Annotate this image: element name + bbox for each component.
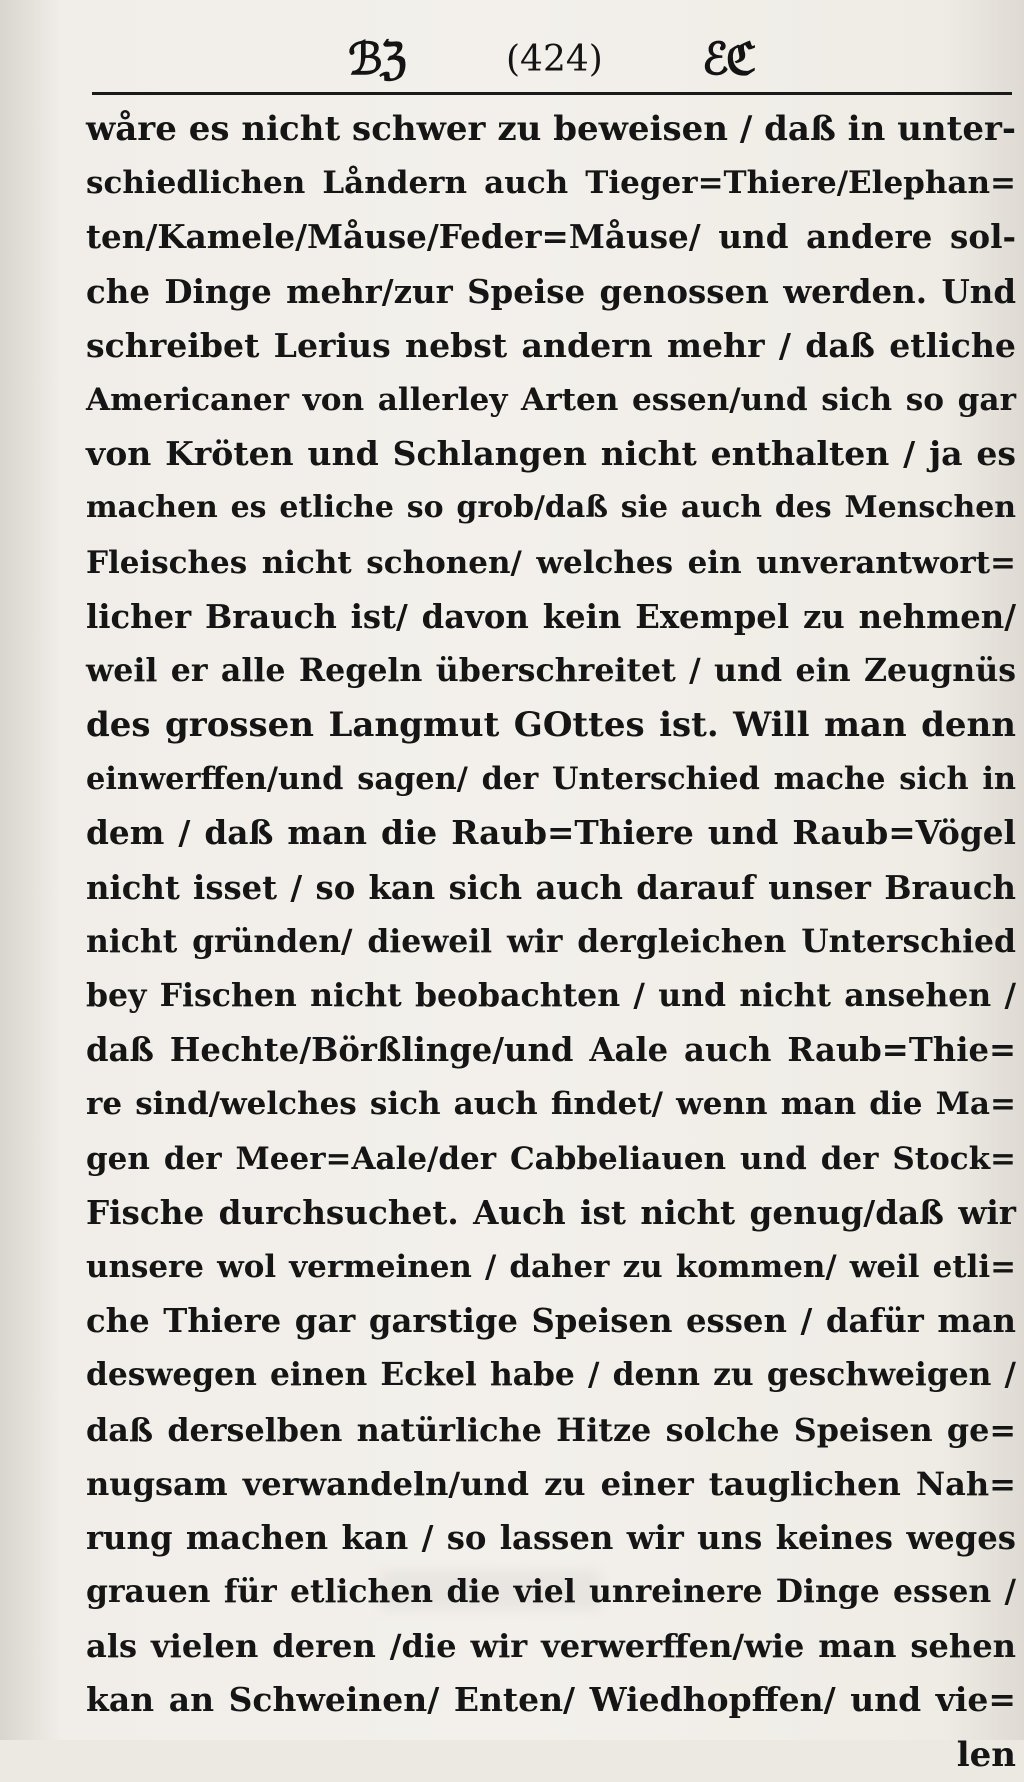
text-line: gen der Meer=Aale/der Cabbeliauen und der Stock= [86, 1140, 1016, 1177]
text-line: dem / daß man die Raub=Thiere und Raub=Vögel [86, 813, 1016, 853]
text-line: bey Fischen nicht beobachten / und nicht ansehen / [86, 977, 1016, 1014]
text-line: daß derselben natürliche Hitze solche Speisen ge= [86, 1410, 1016, 1449]
text-line: nugsam verwandeln/und zu einer tauglichen Nah= [86, 1464, 1016, 1503]
header-ornament-right: ℰℭ [702, 34, 754, 85]
catchword: len [956, 1734, 1016, 1775]
text-line: che Thiere gar garstige Speisen essen / dafür man [86, 1302, 1016, 1341]
text-line: deswegen einen Eckel habe / denn zu geschweigen / [86, 1357, 1016, 1394]
page-number: (424) [506, 39, 603, 80]
text-line: schiedlichen Låndern auch Tieger=Thiere/Elephan= [86, 165, 1016, 202]
text-line: schreibet Lerius nebst andern mehr / daß etliche [86, 325, 1016, 365]
text-line: Americaner von allerley Arten essen/und sich so gar [86, 381, 1016, 418]
body-text [86, 102, 1016, 1782]
text-line: wåre es nicht schwer zu beweisen / daß in unter- [86, 109, 1016, 149]
text-line: einwerffen/und sagen/ der Unterschied mache sich in [86, 761, 1016, 798]
show-through-blemish [380, 1570, 600, 1610]
text-line: re sind/welches sich auch findet/ wenn man die Ma= [86, 1086, 1016, 1123]
text-line: Fische durchsuchet. Auch ist nicht genug/daß wir [86, 1192, 1016, 1232]
text-line: machen es etliche so grob/daß sie auch des Menschen [86, 490, 1016, 526]
text-line: licher Brauch ist/ davon kein Exempel zu nehmen/ [86, 597, 1016, 636]
text-line: rung machen kan / so lassen wir uns keines weges [86, 1518, 1016, 1557]
text-line: grauen für etlichen die viel unreinere Dinge essen / [86, 1573, 1016, 1611]
text-line: che Dinge mehr/zur Speise genossen werden. Und [86, 272, 1016, 311]
text-line: weil er alle Regeln überschreitet / und ein Zeugnüs [86, 651, 1016, 689]
header-rule [92, 92, 1012, 95]
text-line: nicht isset / so kan sich auch darauf unser Brauch [86, 868, 1016, 907]
text-line: des grossen Langmut GOttes ist. Will man denn [86, 705, 1016, 746]
text-line: Fleisches nicht schonen/ welches ein unverantwort= [86, 544, 1016, 581]
text-line: ten/Kamele/Måuse/Feder=Måuse/ und andere sol- [86, 217, 1016, 257]
text-line: nicht gründen/ dieweil wir dergleichen Unterschied [86, 922, 1016, 960]
text-line: von Kröten und Schlangen nicht enthalten / ja es [86, 434, 1016, 474]
text-line: unsere wol vermeinen / daher zu kommen/ weil etli= [86, 1248, 1016, 1285]
header-ornament-left: ℬℨ [348, 34, 404, 85]
text-line: kan an Schweinen/ Enten/ Wiedhopffen/ und vie= [86, 1680, 1016, 1720]
text-line: daß Hechte/Börßlinge/und Aale auch Raub=Thie= [86, 1031, 1016, 1070]
text-line: als vielen deren /die wir verwerffen/wie man sehen [86, 1627, 1016, 1666]
